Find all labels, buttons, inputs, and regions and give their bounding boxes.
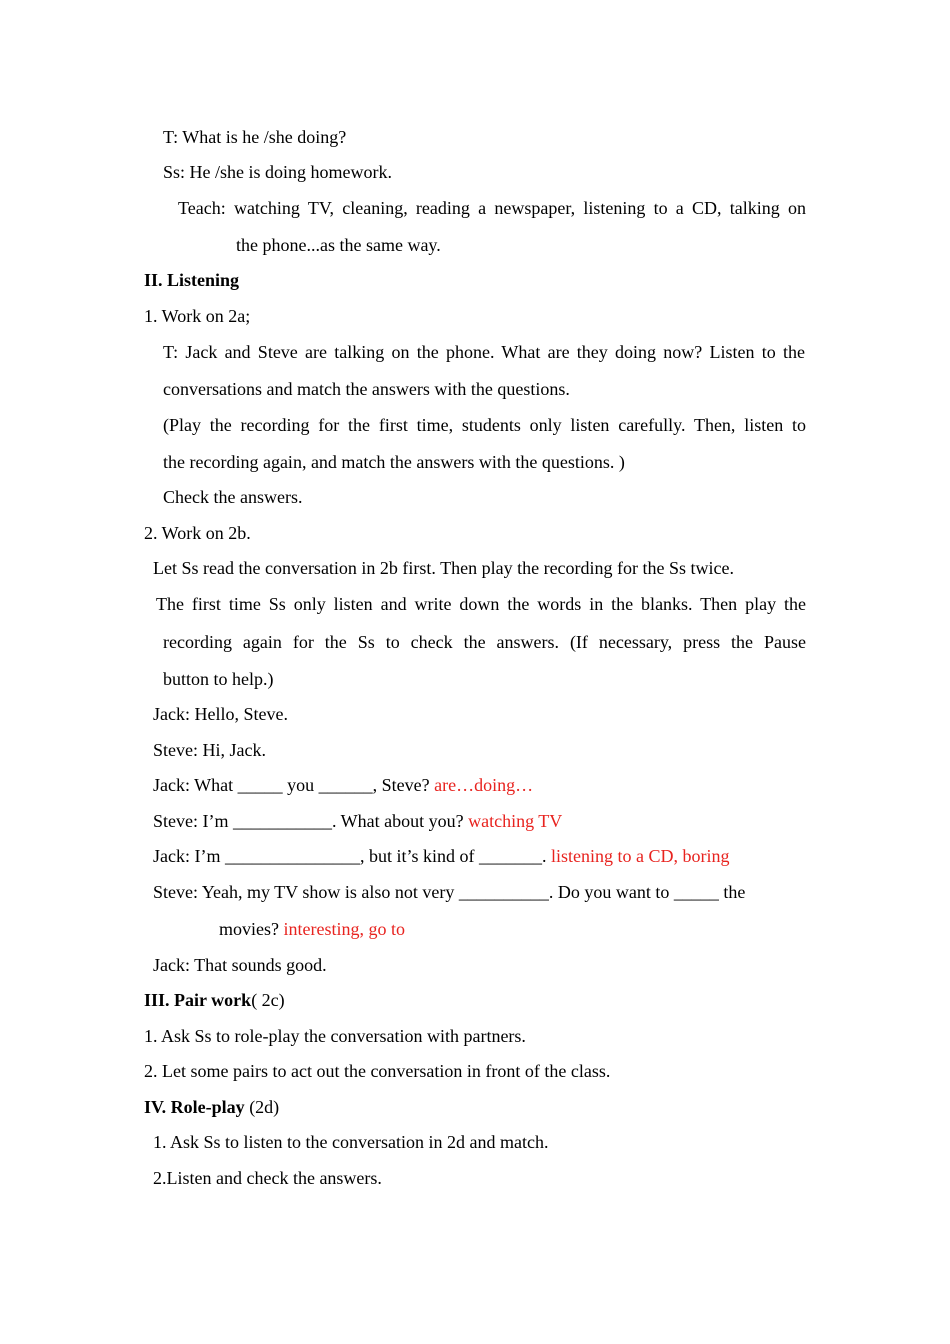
listening-t-line-1: T: Jack and Steve are talking on the phone. What are they doing now? Listen to the bbox=[163, 342, 805, 362]
dialogue-line bbox=[153, 739, 266, 761]
listening-step-2: 2. Work on 2b. bbox=[144, 523, 251, 543]
first-line-1: The first time Ss only listen and write down the words in the blanks. Then play the bbox=[156, 594, 806, 614]
pair-work-item-1: 1. Ask Ss to role-play the conversation with partners. bbox=[144, 1026, 526, 1046]
dialogue-line bbox=[153, 881, 745, 903]
answer-key: listening to a CD, boring bbox=[550, 846, 730, 866]
check-answers: Check the answers. bbox=[163, 487, 303, 507]
teach-line-1: Teach: watching TV, cleaning, reading a newspaper, listening to a CD, talking on bbox=[178, 198, 806, 218]
dialogue-text: Jack: That sounds good. bbox=[153, 955, 327, 975]
answer-key: are…doing… bbox=[434, 775, 534, 795]
let-line: Let Ss read the conversation in 2b first. Then play the recording for the Ss twice. bbox=[153, 558, 735, 578]
t-question: T: What is he /she doing? bbox=[163, 127, 347, 147]
play-line-2: the recording again, and match the answers with the questions. ) bbox=[163, 452, 625, 472]
dialogue-line bbox=[153, 845, 729, 867]
dialogue-line bbox=[153, 810, 562, 832]
role-play-heading-rest: (2d) bbox=[244, 1097, 280, 1117]
role-play-heading-bold: IV. Role-play bbox=[144, 1097, 245, 1117]
first-line-3: button to help.) bbox=[163, 669, 274, 689]
pair-work-heading-rest: ( 2c) bbox=[251, 990, 285, 1010]
ss-answer: Ss: He /she is doing homework. bbox=[163, 162, 392, 182]
dialogue-line bbox=[153, 954, 327, 976]
dialogue-text: Steve: Hi, Jack. bbox=[153, 740, 266, 760]
first-line-2: recording again for the Ss to check the answers. (If necessary, press the Pause bbox=[163, 632, 806, 652]
dialogue-line bbox=[153, 774, 533, 796]
dialogue-text: Steve: Yeah, my TV show is also not very __________. Do you want to _____ the bbox=[153, 882, 746, 902]
pair-work-heading-bold: III. Pair work bbox=[144, 990, 252, 1010]
teach-line-2: the phone...as the same way. bbox=[236, 235, 441, 255]
role-play-heading bbox=[144, 1096, 279, 1118]
pair-work-item-2: 2. Let some pairs to act out the conversation in front of the class. bbox=[144, 1061, 611, 1081]
play-line-1: (Play the recording for the first time, students only listen carefully. Then, listen to bbox=[163, 415, 806, 435]
listening-t-line-2: conversations and match the answers with the questions. bbox=[163, 379, 570, 399]
answer-key: watching TV bbox=[468, 811, 563, 831]
dialogue-text: movies? bbox=[219, 919, 284, 939]
role-play-item-2: 2.Listen and check the answers. bbox=[153, 1168, 382, 1188]
listening-step-1: 1. Work on 2a; bbox=[144, 306, 251, 326]
dialogue-text: Jack: I’m _______________, but it’s kind of _______. bbox=[153, 846, 551, 866]
dialogue-text: Jack: Hello, Steve. bbox=[153, 704, 288, 724]
dialogue-line bbox=[219, 918, 405, 940]
pair-work-heading bbox=[144, 989, 285, 1011]
dialogue-text: Jack: What _____ you ______, Steve? bbox=[153, 775, 435, 795]
listening-heading: II. Listening bbox=[144, 270, 240, 290]
dialogue-line bbox=[153, 703, 288, 725]
answer-key: interesting, go to bbox=[283, 919, 405, 939]
dialogue-text: Steve: I’m ___________. What about you? bbox=[153, 811, 469, 831]
role-play-item-1: 1. Ask Ss to listen to the conversation in 2d and match. bbox=[153, 1132, 549, 1152]
